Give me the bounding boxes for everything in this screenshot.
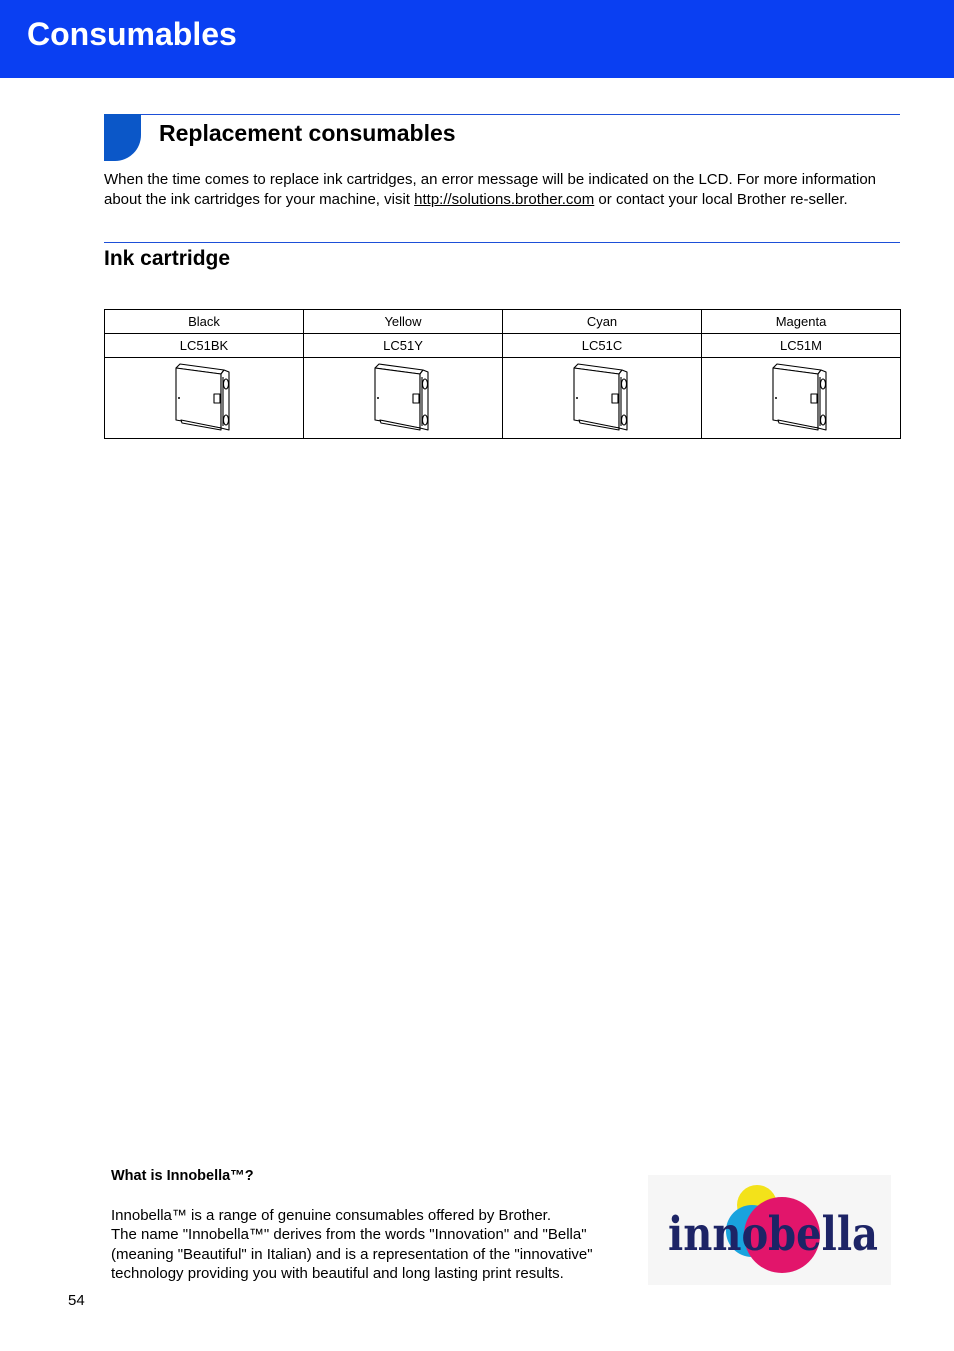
cartridge-image-cell-magenta	[702, 358, 901, 439]
image-row	[105, 358, 901, 439]
innobella-line: (meaning "Beautiful" in Italian) and is a representation of the "innovative"	[111, 1245, 593, 1263]
color-cell-cyan: Cyan	[503, 310, 702, 334]
model-cell-black: LC51BK	[105, 334, 304, 358]
color-cell-yellow: Yellow	[304, 310, 503, 334]
intro-text-end: or contact your local Brother re-seller.	[594, 190, 848, 208]
cartridge-image-cell-cyan	[503, 358, 702, 439]
innobella-question: What is Innobella™?	[111, 1168, 254, 1184]
model-row	[105, 334, 901, 358]
innobella-description	[111, 1206, 641, 1283]
innobella-logo-icon	[648, 1175, 891, 1285]
header-bar	[0, 0, 954, 78]
ink-cartridge-icon	[567, 362, 637, 434]
innobella-line: The name "Innobella™" derives from the words "Innovation" and "Bella"	[111, 1226, 587, 1244]
section-rule-top	[104, 114, 900, 115]
ink-cartridge-icon	[169, 362, 239, 434]
section-rule-ink	[104, 242, 900, 243]
innobella-line: technology providing you with beautiful and long lasting print results.	[111, 1264, 564, 1282]
model-cell-cyan: LC51C	[503, 334, 702, 358]
color-row	[105, 310, 901, 334]
cartridge-image-cell-black	[105, 358, 304, 439]
intro-text-start: When the time comes to replace ink cartridges, an error message will be indicated on the LCD. For more information about the ink cartridges for your machine, visit	[104, 171, 877, 208]
model-cell-magenta: LC51M	[702, 334, 901, 358]
color-cell-magenta: Magenta	[702, 310, 901, 334]
color-cell-black: Black	[105, 310, 304, 334]
section-heading: Replacement consumables	[159, 120, 456, 146]
ink-cartridge-icon	[766, 362, 836, 434]
model-cell-yellow: LC51Y	[304, 334, 503, 358]
cartridge-image-cell-yellow	[304, 358, 503, 439]
ink-cartridge-table	[104, 309, 901, 439]
brother-solutions-link[interactable]: http://solutions.brother.com	[414, 190, 595, 208]
innobella-logo-text: innobella	[668, 1207, 878, 1262]
section-tab-marker	[104, 114, 141, 161]
innobella-logo	[648, 1175, 891, 1285]
page-number: 54	[68, 1292, 85, 1309]
intro-paragraph	[104, 170, 894, 209]
innobella-line: Innobella™ is a range of genuine consumables offered by Brother.	[111, 1207, 552, 1224]
ink-cartridge-icon	[368, 362, 438, 434]
ink-cartridge-heading: Ink cartridge	[104, 247, 231, 270]
page-title: Consumables	[27, 16, 237, 52]
